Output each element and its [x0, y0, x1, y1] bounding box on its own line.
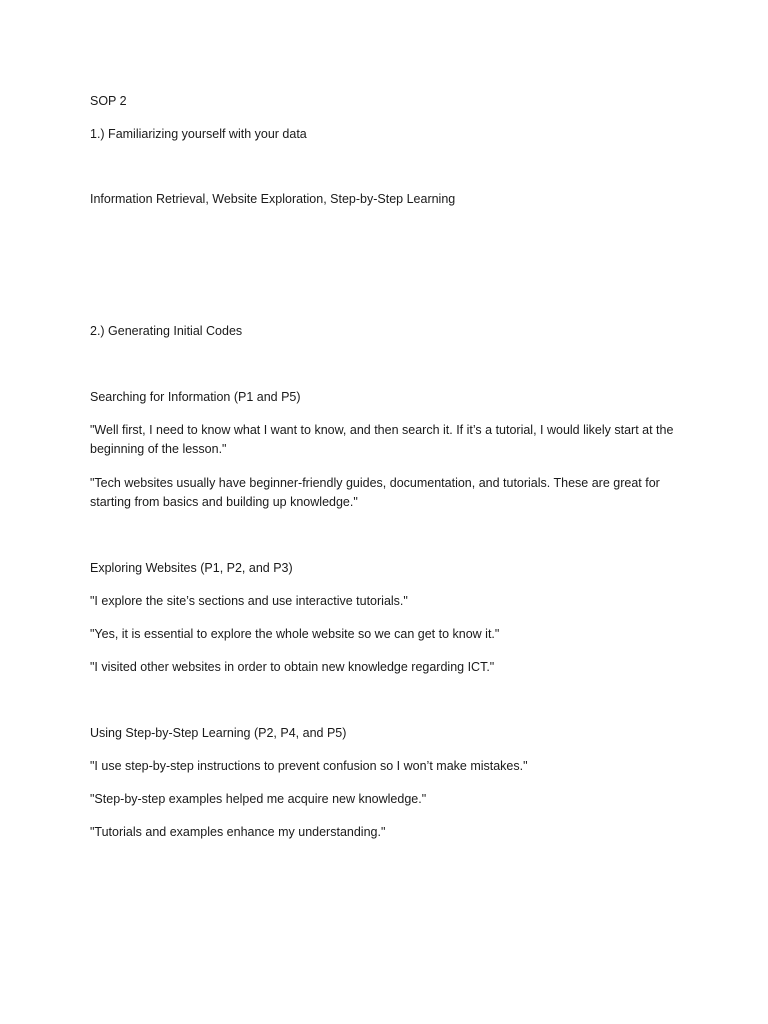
code-label-searching: Searching for Information (P1 and P5) — [90, 390, 301, 404]
step2-heading: 2.) Generating Initial Codes — [90, 324, 243, 338]
document-title: SOP 2 — [90, 94, 127, 108]
quote-searching-2: "Tech websites usually have beginner-friendly guides, documentation, and tutorials. These are great for starting from basics and building up knowledge." — [90, 476, 660, 509]
quote-exploring-3: "I visited other websites in order to obtain new knowledge regarding ICT." — [90, 660, 495, 674]
quote-exploring-1: "I explore the site’s sections and use interactive tutorials." — [90, 594, 408, 608]
quote-searching-1: "Well first, I need to know what I want to know, and then search it. If it’s a tutorial, I would likely start at the beginning of the lesson." — [90, 423, 674, 456]
step1-heading: 1.) Familiarizing yourself with your data — [90, 127, 307, 141]
quote-step-by-step-1: "I use step-by-step instructions to prevent confusion so I won’t make mistakes." — [90, 759, 528, 773]
quote-step-by-step-3: "Tutorials and examples enhance my understanding." — [90, 825, 386, 839]
quote-exploring-2: "Yes, it is essential to explore the whole website so we can get to know it." — [90, 627, 500, 641]
step1-summary: Information Retrieval, Website Exploration, Step-by-Step Learning — [90, 192, 456, 206]
code-label-step-by-step: Using Step-by-Step Learning (P2, P4, and P5) — [90, 726, 347, 740]
quote-step-by-step-2: "Step-by-step examples helped me acquire new knowledge." — [90, 792, 427, 806]
code-label-exploring: Exploring Websites (P1, P2, and P3) — [90, 561, 293, 575]
